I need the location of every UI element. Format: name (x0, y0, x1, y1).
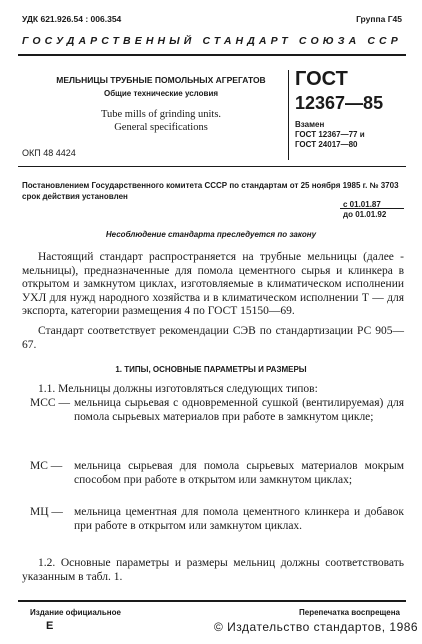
udc-code: УДК 621.926.54 : 006.354 (22, 14, 122, 24)
type-desc-mts: мельница цементная для помола цементного клинкера и добавок при работе в открытом или замкнутом циклах. (74, 506, 404, 532)
middle-rule (18, 166, 406, 167)
copyright-notice: © Издательство стандартов, 1986 (214, 620, 419, 634)
reprint-prohibited-label: Перепечатка воспрещена (299, 608, 400, 617)
type-desc-mss: мельница сырьевая с одновременной сушкой (вентилируемая) для помола сырьевых материалов при работе в замкнутом цикле; (74, 397, 404, 423)
type-code-ms: МС — (30, 460, 63, 472)
title-divider (288, 70, 289, 160)
legal-warning: Несоблюдение стандарта преследуется по закону (105, 230, 317, 239)
section-heading: 1. ТИПЫ, ОСНОВНЫЕ ПАРАМЕТРЫ И РАЗМЕРЫ (115, 365, 307, 374)
english-title-line-1: Tube mills of grinding units. (100, 109, 222, 120)
type-code-mss: МСС — (30, 397, 70, 409)
date-rule (340, 208, 404, 209)
valid-from-date: с 01.01.87 (343, 200, 381, 209)
type-desc-ms: мельница сырьевая для помола сырьевых материалов мокрым способом при работе в открытом или замкнутом циклах; (74, 460, 404, 486)
edition-mark: E (46, 620, 54, 632)
gost-label: ГОСТ (295, 68, 348, 90)
standard-header: ГОСУДАРСТВЕННЫЙ СТАНДАРТ СОЮЗА ССР (22, 35, 402, 47)
type-code-mts: МЦ — (30, 506, 63, 518)
replaces-standard-1: ГОСТ 12367—77 и (295, 130, 365, 139)
clause-1-1: 1.1. Мельницы должны изготовляться следующих типов: (38, 383, 318, 395)
scope-paragraph: Настоящий стандарт распространяется на трубные мельницы (далее - мельницы), предназначенные для помола цементного сырья и клинкера в открытом и замкнутом циклах, изготовляемые в климатическом исполнении УХЛ для нужд народного хозяйства и в климатическом исполнении Т — для экспорта, категории размещения 4 по ГОСТ 15150—69. (22, 251, 404, 317)
clause-1-2: 1.2. Основные параметры и размеры мельниц должны соответствовать указанным в табл. 1. (22, 557, 404, 583)
replaces-label: Взамен (295, 120, 325, 129)
replaces-block (295, 120, 415, 150)
official-edition-label: Издание официальное (30, 608, 121, 617)
valid-to-date: до 01.01.92 (343, 210, 387, 219)
english-title (36, 108, 286, 134)
top-rule (18, 54, 406, 56)
gost-number: 12367—85 (295, 93, 384, 113)
document-subtitle: Общие технические условия (103, 89, 219, 98)
document-title: МЕЛЬНИЦЫ ТРУБНЫЕ ПОМОЛЬНЫХ АГРЕГАТОВ (56, 75, 266, 85)
footer-rule (18, 600, 406, 602)
english-title-line-2: General specifications (114, 122, 208, 133)
decree-text: Постановлением Государственного комитета СССР по стандартам от 25 ноября 1985 г. № 3703 срок действия установлен (22, 181, 399, 201)
replaces-standard-2: ГОСТ 24017—80 (295, 140, 358, 149)
okp-code: ОКП 48 4424 (22, 148, 76, 158)
group-code: Группа Г45 (356, 14, 402, 24)
compliance-paragraph: Стандарт соответствует рекомендации СЭВ по стандартизации РС 905—67. (22, 325, 404, 351)
